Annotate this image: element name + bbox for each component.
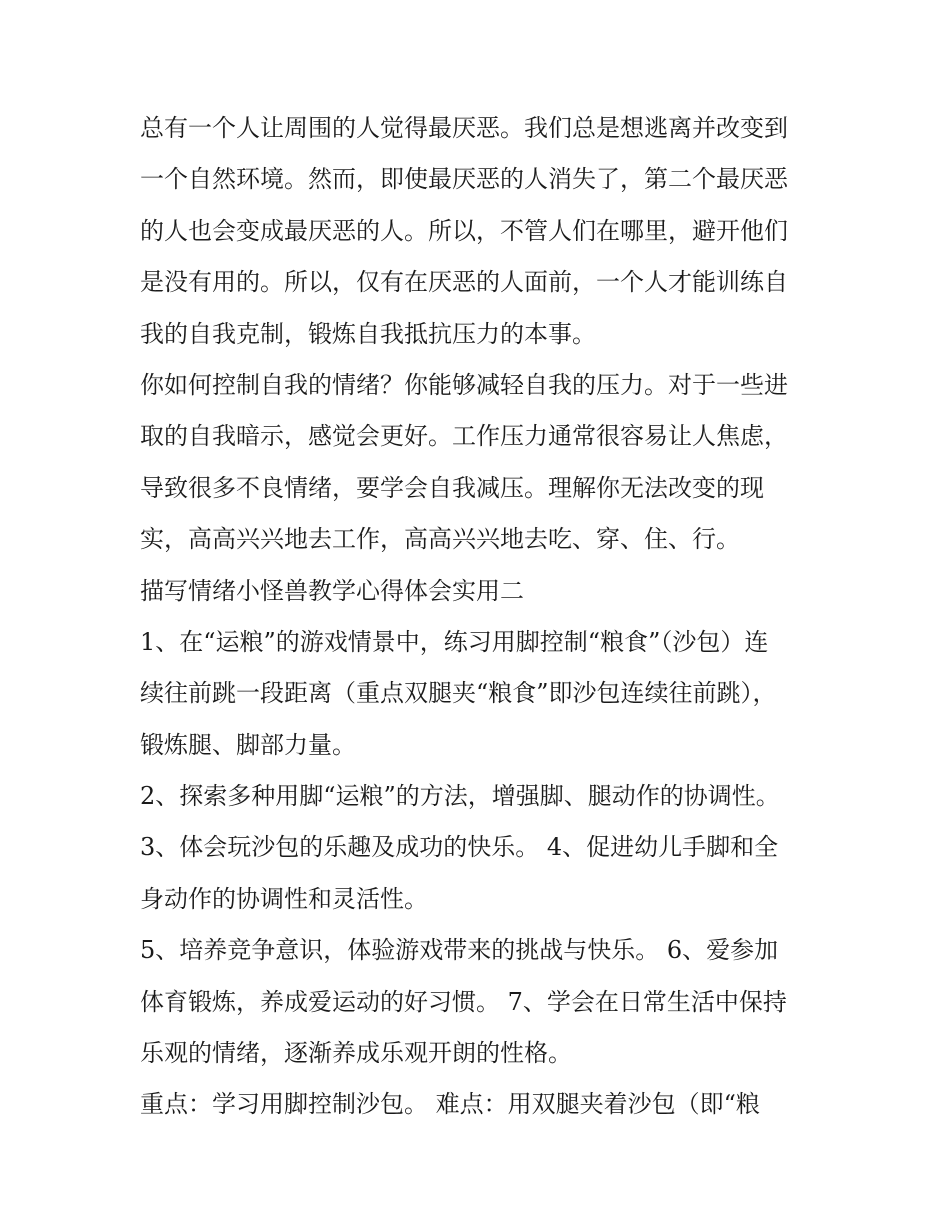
text-line-4: 是没有用的。所以，仅有在厌恶的人面前，一个人才能训练自: [140, 268, 788, 297]
text-line-17: 5、培养竞争意识，体验游戏带来的挑战与快乐。 6、爱参加: [140, 936, 779, 965]
text-line-9: 实，高高兴兴地去工作，高高兴兴地去吃、穿、住、行。: [140, 525, 740, 554]
text-line-19: 乐观的情绪，逐渐养成乐观开朗的性格。: [140, 1039, 572, 1068]
text-line-13: 锻炼腿、脚部力量。: [140, 730, 356, 759]
text-line-11: 1、在“运粮”的游戏情景中，练习用脚控制“粮食”（沙包）连: [140, 627, 769, 656]
document-body: [140, 103, 820, 1131]
text-line-12: 续往前跳一段距离（重点双腿夹“粮食”即沙包连续往前跳），: [140, 679, 777, 708]
section-heading: 描写情绪小怪兽教学心得体会实用二: [140, 576, 524, 605]
text-line-5: 我的自我克制，锻炼自我抵抗压力的本事。: [140, 319, 596, 348]
text-line-15: 3、体会玩沙包的乐趣及成功的快乐。 4、促进幼儿手脚和全: [140, 833, 779, 862]
text-line-6: 你如何控制自我的情绪？你能够减轻自我的压力。对于一些进: [140, 370, 788, 399]
text-line-7: 取的自我暗示，感觉会更好。工作压力通常很容易让人焦虑，: [140, 422, 788, 451]
text-line-20: 重点：学习用脚控制沙包。 难点：用双腿夹着沙包（即“粮: [140, 1090, 760, 1119]
text-line-16: 身动作的协调性和灵活性。: [140, 884, 428, 913]
text-line-2: 一个自然环境。然而，即使最厌恶的人消失了，第二个最厌恶: [140, 165, 788, 194]
text-line-18: 体育锻炼，养成爱运动的好习惯。 7、学会在日常生活中保持: [140, 987, 787, 1016]
text-line-3: 的人也会变成最厌恶的人。所以，不管人们在哪里，避开他们: [140, 216, 788, 245]
text-line-1: 总有一个人让周围的人觉得最厌恶。我们总是想逃离并改变到: [140, 114, 788, 142]
text-line-14: 2、探索多种用脚“运粮”的方法，增强脚、腿动作的协调性。: [140, 782, 780, 811]
text-line-8: 导致很多不良情绪，要学会自我减压。理解你无法改变的现: [140, 473, 764, 502]
